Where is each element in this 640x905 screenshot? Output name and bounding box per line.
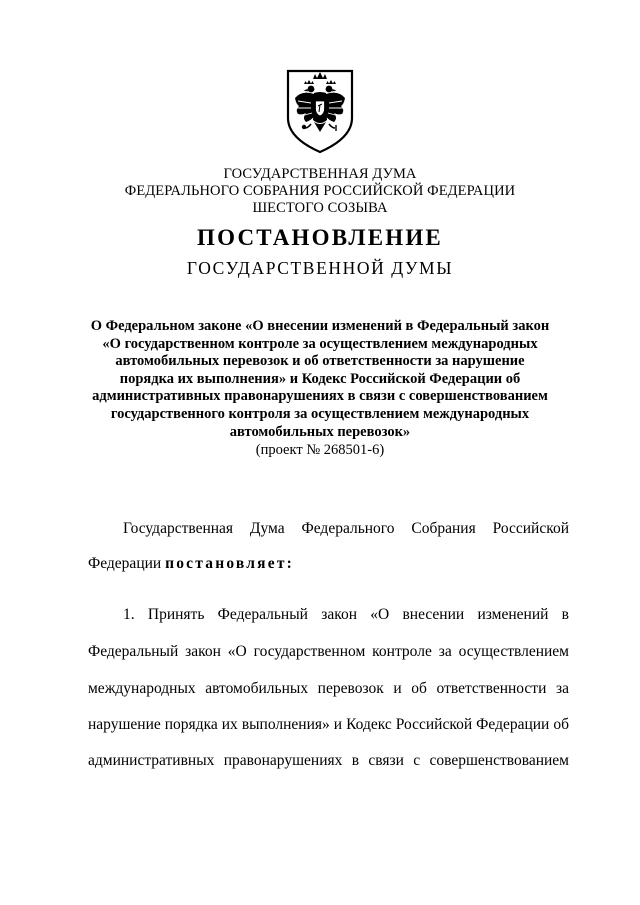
resolution-subject	[78, 318, 562, 441]
paragraph-line: административных правонарушениях в связи с совершенствованием	[88, 752, 569, 769]
subject-line: административных правонарушениях в связи с совершенствованием	[92, 388, 548, 405]
document-issuer-title: ГОСУДАРСТВЕННОЙ ДУМЫ	[186, 258, 454, 278]
subject-line: порядка их выполнения» и Кодекс Российской Федерации об	[119, 370, 521, 387]
bill-project-number: (проект № 268501-6)	[255, 442, 385, 458]
subject-line: государственного контроля за осуществлением международных	[110, 405, 530, 422]
russian-coat-of-arms-icon	[284, 68, 356, 154]
subject-line: автомобильных перевозок и об ответственности за нарушение	[115, 353, 525, 370]
subject-line: автомобильных перевозок»	[229, 423, 411, 440]
duma-name: ГОСУДАРСТВЕННАЯ ДУМА	[223, 166, 417, 182]
paragraph-line: 1. Принять Федеральный закон «О внесении изменений в	[123, 606, 569, 623]
document-kind-title: ПОСТАНОВЛЕНИЕ	[197, 225, 443, 250]
convocation: ШЕСТОГО СОЗЫВА	[252, 200, 388, 216]
paragraph-line: Федеральный закон «О государственном контроле за осуществлением	[88, 643, 569, 660]
assembly-name: ФЕДЕРАЛЬНОГО СОБРАНИЯ РОССИЙСКОЙ ФЕДЕРАЦИИ	[124, 183, 516, 199]
preamble-line	[88, 555, 569, 573]
resolves-verb: постановляет:	[165, 555, 294, 572]
preamble-text: Федерации	[88, 555, 166, 572]
paragraph-line: международных автомобильных перевозок и об ответственности за	[88, 680, 569, 697]
paragraph-line: нарушение порядка их выполнения» и Кодекс Российской Федерации об	[88, 716, 569, 733]
preamble-line: Государственная Дума Федерального Собрания Российской	[123, 520, 569, 537]
subject-line: «О государственном контроле за осуществлением международных	[102, 335, 538, 352]
subject-line: О Федеральном законе «О внесении изменений в Федеральный закон	[90, 318, 550, 334]
